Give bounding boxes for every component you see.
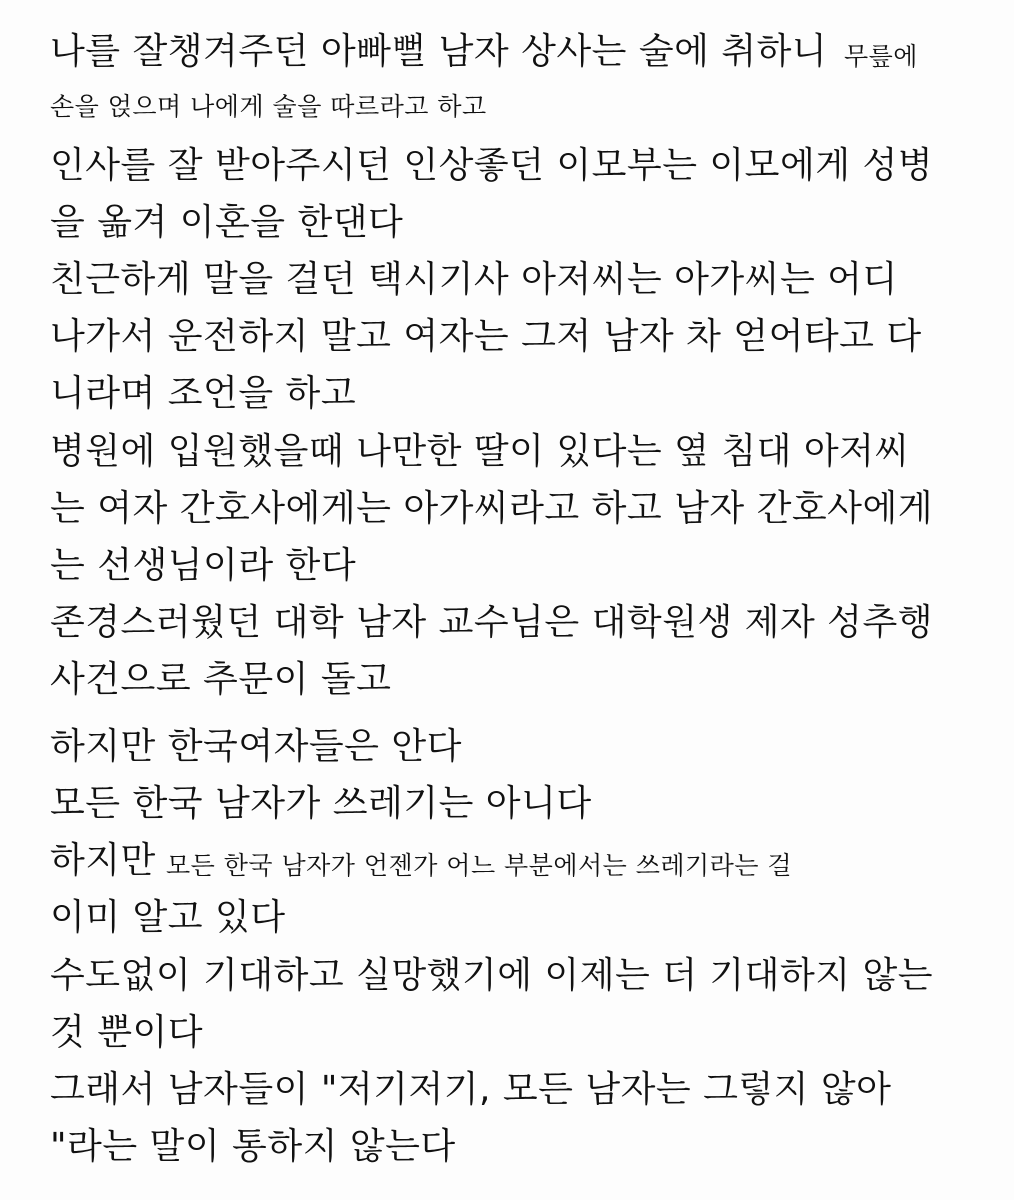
text-line-9: 는 여자 간호사에게는 아가씨라고 하고 남자 간호사에게	[50, 488, 934, 529]
text-line-17: 수도없이 기대하고 실망했기에 이제는 더 기대하지 않는	[50, 955, 934, 996]
text-line-14: 모든 한국 남자가 쓰레기는 아니다	[50, 783, 592, 824]
text-line-1a: 나를 잘챙겨주던 아빠뻘 남자 상사는 술에 취하니	[50, 31, 828, 72]
text-line-2: 손을 얹으며 나에게 술을 따르라고 하고	[50, 92, 487, 121]
text-line-20: "라는 말이 통하지 않는다	[50, 1126, 456, 1167]
text-line-12: 사건으로 추문이 돌고	[50, 659, 392, 700]
text-line-3: 인사를 잘 받아주시던 인상좋던 이모부는 이모에게 성병	[50, 145, 934, 186]
text-line-8: 병원에 입원했을때 나만한 딸이 있다는 옆 침대 아저씨	[50, 431, 910, 472]
text-line-16: 이미 알고 있다	[50, 897, 286, 938]
text-line-11: 존경스러웠던 대학 남자 교수님은 대학원생 제자 성추행	[50, 602, 934, 643]
text-line-6: 나가서 운전하지 말고 여자는 그저 남자 차 얻어타고 다	[50, 316, 922, 357]
text-line-10: 는 선생님이라 한다	[50, 545, 357, 586]
text-line-1b: 무릎에	[844, 42, 918, 71]
text-line-5: 친근하게 말을 걸던 택시기사 아저씨는 아가씨는 어디	[50, 259, 898, 300]
text-line-19: 그래서 남자들이 "저기저기, 모든 남자는 그렇지 않아	[50, 1069, 892, 1110]
text-line-18: 것 뿐이다	[50, 1012, 204, 1053]
text-line-7: 니라며 조언을 하고	[50, 373, 357, 414]
text-line-4: 을 옮겨 이혼을 한댄다	[50, 202, 404, 243]
text-line-13: 하지만 한국여자들은 안다	[50, 726, 462, 767]
text-line-15a: 하지만	[50, 840, 156, 881]
text-line-15b: 모든 한국 남자가 언젠가 어느 부분에서는 쓰레기라는 걸	[166, 851, 793, 880]
